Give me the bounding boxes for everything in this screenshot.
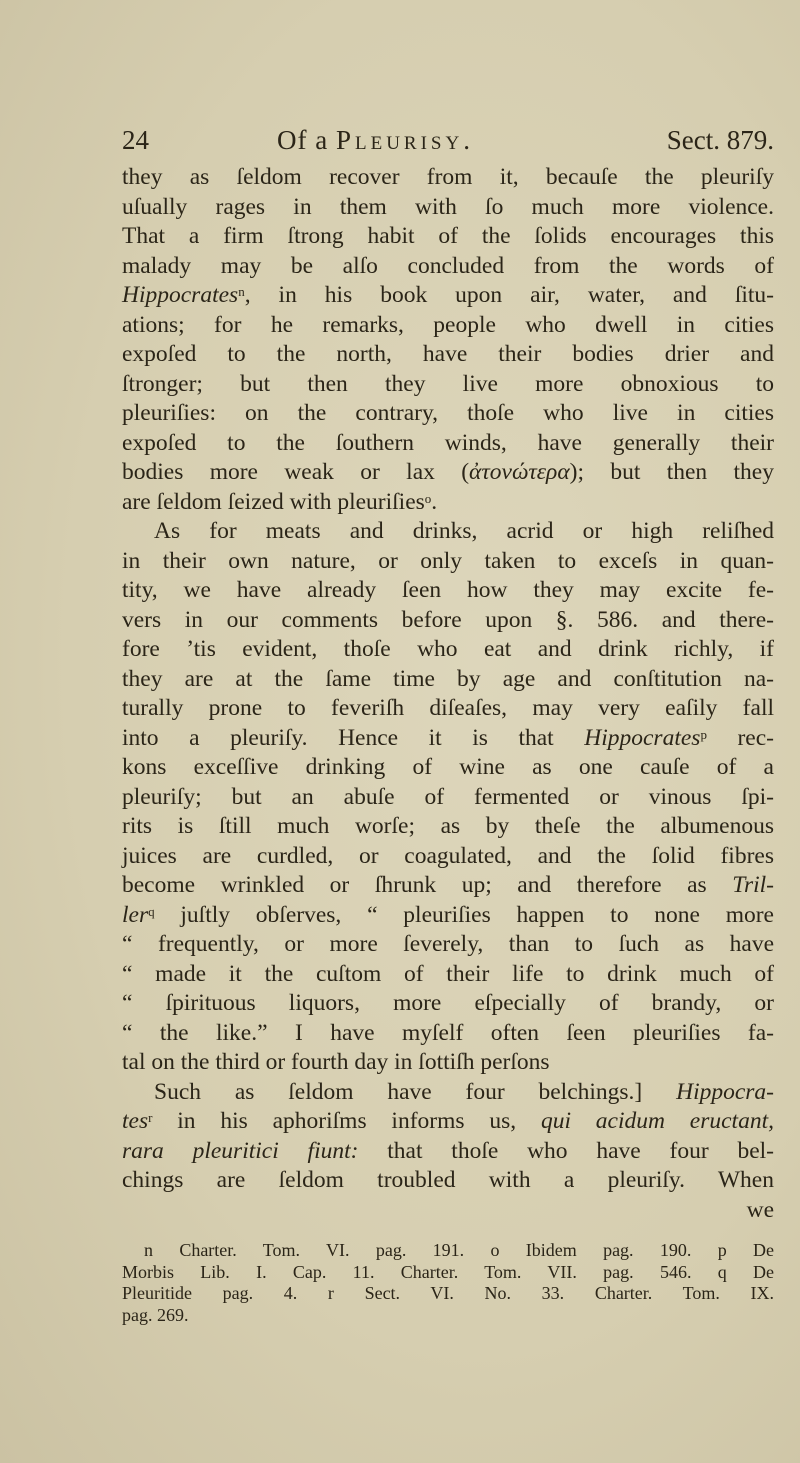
footnote-marker: p <box>700 726 707 742</box>
text-segment: uſually rages in them with ſo much more violence. <box>122 193 774 220</box>
text-segment: in their own nature, or only taken to exceſs in quan- <box>122 547 774 574</box>
footnote-marker: q <box>148 903 155 919</box>
text-segment: ations; for he remarks, people who dwell in cities <box>122 311 774 338</box>
text-line <box>122 871 774 901</box>
text-segment: tity, we have already ſeen how they may excite fe- <box>122 577 774 603</box>
text-line <box>122 1137 774 1167</box>
text-line <box>122 576 774 606</box>
text-line <box>122 930 774 960</box>
text-line <box>122 399 774 429</box>
text-segment: rits is ſtill much worſe; as by theſe the albumenous <box>122 813 774 839</box>
running-header <box>122 124 774 156</box>
text-segment: “ the like.” I have myſelf often ſeen pleuriſies fa- <box>122 1019 774 1046</box>
text-line <box>122 812 774 842</box>
text-segment: , in his book upon air, water, and ſitu- <box>244 282 774 308</box>
text-segment: expoſed to the north, have their bodies drier and <box>122 341 774 367</box>
text-segment: expoſed to the ſouthern winds, have generally their <box>122 429 774 456</box>
text-segment: bodies more weak or lax ( <box>122 459 470 485</box>
chapter-title <box>277 124 474 156</box>
text-line <box>122 1078 774 1108</box>
text-segment: in his aphoriſms informs us, <box>152 1108 541 1134</box>
title-main: Pleurisy. <box>335 125 474 155</box>
text-segment: are ſeldom ſeized with pleuriſies <box>122 488 425 515</box>
text-segment: “ made it the cuſtom of their life to drink much of <box>122 960 774 987</box>
text-line <box>122 724 774 754</box>
text-segment: As for meats and drinks, acrid or high reliſhed <box>154 518 774 544</box>
text-segment: chings are ſeldom troubled with a pleuriſy. When <box>122 1167 774 1193</box>
italic-text: Hippocrates <box>122 282 239 308</box>
text-line <box>122 694 774 724</box>
text-segment: . <box>431 488 438 515</box>
text-segment: juices are curdled, or coagulated, and the ſolid fibres <box>122 842 774 869</box>
text-line <box>122 1019 774 1049</box>
text-segment: become wrinkled or ſhrunk up; and therefore as <box>122 872 733 898</box>
text-segment: rec- <box>706 724 774 751</box>
footnote-line: pag. 269. <box>122 1304 189 1325</box>
text-segment: Such as ſeldom have four belchings.] <box>154 1078 677 1105</box>
text-segment: “ frequently, or more ſeverely, than to ſuch as have <box>122 931 774 957</box>
text-line <box>122 488 774 518</box>
page-number: 24 <box>122 125 149 155</box>
text-segment: pleuriſies: on the contrary, thoſe who live in cities <box>122 400 774 426</box>
text-line <box>122 842 774 872</box>
footnote-line: n Charter. Tom. VI. pag. 191. o Ibidem pag. 190. p De <box>144 1240 774 1260</box>
italic-text: qui acidum eructant, <box>540 1108 774 1134</box>
footnote-marker: r <box>148 1110 153 1125</box>
text-line <box>122 458 774 488</box>
text-line <box>122 547 774 577</box>
text-segment: kons exceſſive drinking of wine as one cauſe of a <box>122 754 774 780</box>
section-number: Sect. 879. <box>666 125 774 155</box>
text-segment: that thoſe who have four bel- <box>358 1137 774 1164</box>
text-segment: vers in our comments before upon §. 586. and there- <box>122 606 774 633</box>
text-line <box>122 311 774 341</box>
italic-text: Hippocra- <box>676 1078 774 1105</box>
body-text <box>122 163 774 1225</box>
text-line <box>122 989 774 1019</box>
footnote-line: Pleuritide pag. 4. r Sect. VI. No. 33. Charter. Tom. IX. <box>122 1283 774 1303</box>
text-line <box>122 252 774 282</box>
text-line <box>122 193 774 223</box>
text-line <box>122 665 774 695</box>
text-line <box>122 960 774 990</box>
italic-text: ler <box>122 901 149 928</box>
text-line <box>122 429 774 459</box>
text-segment: “ ſpirituous liquors, more eſpecially of brandy, or <box>122 990 774 1016</box>
text-segment: we <box>746 1196 774 1223</box>
text-segment: malady may be alſo concluded from the words of <box>122 252 774 279</box>
text-segment: fore ’tis evident, thoſe who eat and drink richly, if <box>122 636 774 662</box>
text-line <box>122 1048 774 1078</box>
footnotes <box>122 1240 774 1326</box>
text-segment: they as ſeldom recover from it, becauſe the pleuriſy <box>122 164 774 190</box>
text-segment: turally prone to feveriſh diſeaſes, may very eaſily fall <box>122 695 774 721</box>
text-segment: they are at the ſame time by age and conſtitution na- <box>122 665 774 692</box>
italic-text: Hippocrates <box>584 724 701 751</box>
text-line <box>122 783 774 813</box>
text-line <box>122 340 774 370</box>
text-line <box>122 753 774 783</box>
text-line <box>122 901 774 931</box>
title-prefix: Of a <box>277 125 336 155</box>
text-segment: ſtronger; but then they live more obnoxious to <box>122 370 774 397</box>
italic-text: tes <box>122 1108 149 1134</box>
text-segment: tal on the third or fourth day in ſottiſh perſons <box>122 1049 550 1075</box>
footnote-marker: o <box>424 490 432 506</box>
text-segment: into a pleuriſy. Hence it is that <box>122 724 585 751</box>
text-segment: juſtly obſerves, “ pleuriſies happen to none more <box>154 901 774 928</box>
text-line <box>122 1107 774 1137</box>
text-line <box>122 1166 774 1196</box>
text-segment: pleuriſy; but an abuſe of fermented or vinous ſpi- <box>122 783 774 810</box>
text-segment: ); but then they <box>569 459 774 485</box>
italic-text: Tril- <box>732 872 774 898</box>
text-line <box>122 163 774 193</box>
footnote-line: Morbis Lib. I. Cap. 11. Charter. Tom. VII. pag. 546. q De <box>122 1261 774 1282</box>
text-line <box>122 370 774 400</box>
text-segment: That a firm ſtrong habit of the ſolids encourages this <box>122 223 774 249</box>
text-line <box>122 635 774 665</box>
italic-text: rara pleuritici fiunt: <box>122 1137 359 1164</box>
text-line <box>122 517 774 547</box>
text-line <box>122 606 774 636</box>
text-line <box>122 1196 774 1226</box>
text-line <box>122 281 774 311</box>
text-line <box>122 222 774 252</box>
footnote-marker: n <box>238 284 245 299</box>
italic-text: ἀτονώτερα <box>469 459 570 485</box>
